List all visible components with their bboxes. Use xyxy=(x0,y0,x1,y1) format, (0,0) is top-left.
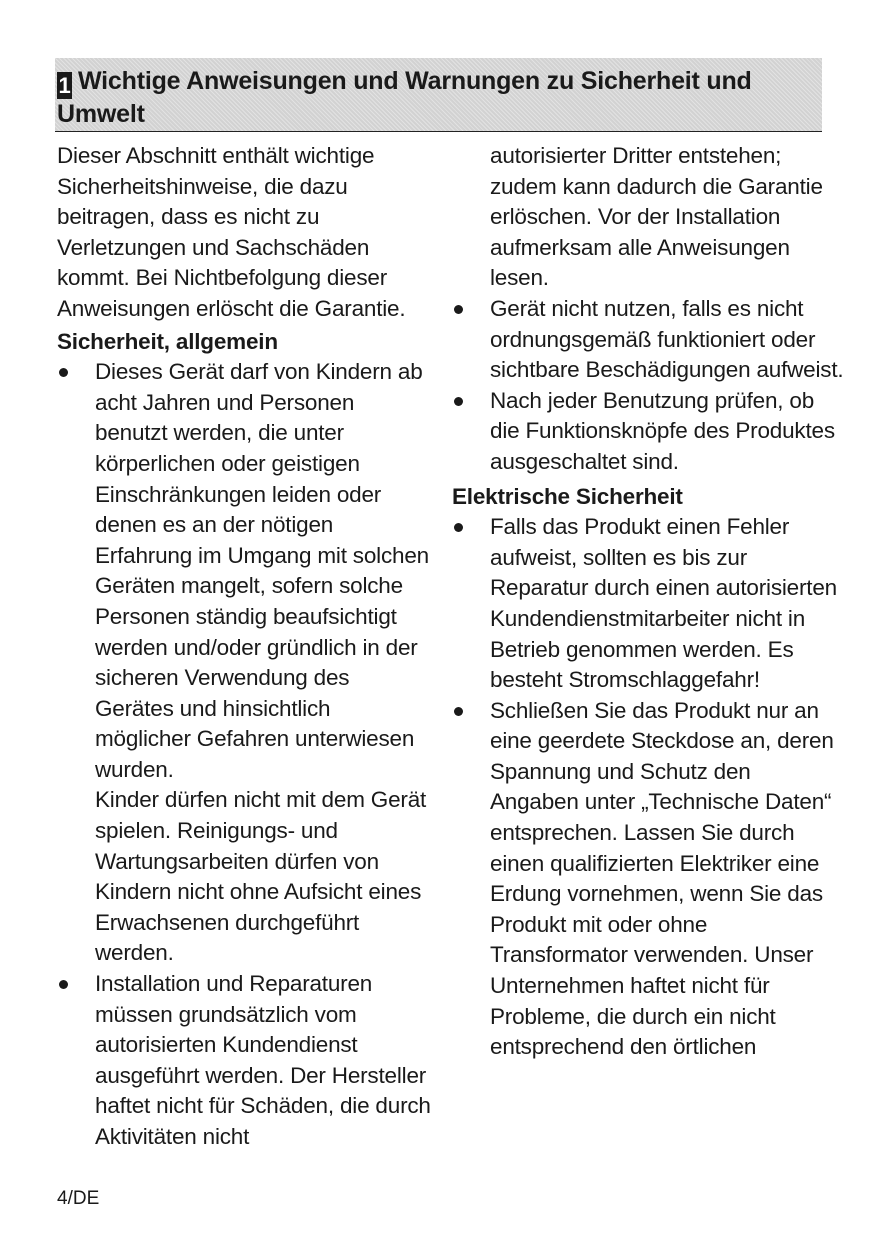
bullet-icon xyxy=(454,305,463,314)
bullet-icon xyxy=(454,523,463,532)
intro-paragraph: Dieser Abschnitt enthält wichtige Sicherheitshinweise, die dazu beitragen, dass es nicht zu Verletzungen und Sachschäden kommt. Bei Nichtbefolgung dieser Anweisungen erlöscht die Garantie. xyxy=(57,143,406,321)
bullet-icon xyxy=(454,707,463,716)
section-number-badge: 1 xyxy=(58,73,71,98)
list-item xyxy=(452,386,844,478)
section-title-text: Wichtige Anweisungen und Warnungen zu Sicherheit und Umwelt xyxy=(57,67,752,128)
left-column xyxy=(57,141,432,1153)
list-item xyxy=(452,512,844,696)
list-item-text: Nach jeder Benutzung prüfen, ob die Funktionsknöpfe des Produktes ausgeschaltet sind. xyxy=(490,387,835,474)
general-safety-list-continued xyxy=(452,294,844,478)
list-item xyxy=(452,294,844,386)
list-item-text: Schließen Sie das Produkt nur an eine geerdete Steckdose an, deren Spannung und Schutz den Angaben unter „Technische Daten“ entsprechen. Lassen Sie durch einen qualifizierten Elektriker eine Erdung vornehmen, wenn Sie das Produkt mit oder ohne Transformator verwenden. Unser Unternehmen haftet nicht für Probleme, die durch ein nicht entsprechend den örtlichen xyxy=(490,697,834,1060)
electrical-safety-list xyxy=(452,512,844,1063)
right-column xyxy=(452,141,844,1063)
list-item-text: Installation und Reparaturen müssen grundsätzlich vom autorisierten Kundendienst ausgeführt werden. Der Hersteller haftet nicht für Schäden, die durch Aktivitäten nicht xyxy=(95,971,431,1149)
page-number: 4/DE xyxy=(57,1188,100,1209)
bullet-icon xyxy=(59,368,68,377)
section-title xyxy=(57,66,797,129)
bullet-icon xyxy=(454,397,463,406)
list-item xyxy=(452,696,844,1063)
general-safety-list xyxy=(57,357,432,1152)
list-item-text: Dieses Gerät darf von Kindern ab acht Jahren und Personen benutzt werden, die unter körperlichen oder geistigen Einschränkungen leiden oder denen es an der nötigen Erfahrung im Umgang mit solchen Geräten mangelt, sofern solche Personen ständig beaufsichtigt werden und/oder gründlich in der sicheren Verwendung des Gerätes und hinsichtlich möglicher Gefahren unterwiesen wurden. xyxy=(95,359,429,782)
list-item xyxy=(57,357,432,969)
list-item-continuation: autorisierter Dritter entstehen; zudem kann dadurch die Garantie erlöschen. Vor der Installation aufmerksam alle Anweisungen lesen. xyxy=(490,143,823,291)
bullet-icon xyxy=(59,980,68,989)
list-item-text: Falls das Produkt einen Fehler aufweist, sollten es bis zur Reparatur durch einen autorisierten Kundendienstmitarbeiter nicht in Betrieb genommen werden. Es besteht Stromschlaggefahr! xyxy=(490,514,837,693)
list-item-text: Gerät nicht nutzen, falls es nicht ordnungsgemäß funktioniert oder sichtbare Beschädigungen aufweist. xyxy=(490,295,844,383)
general-safety-heading: Sicherheit, allgemein xyxy=(57,328,278,354)
list-item-extra-text: Kinder dürfen nicht mit dem Gerät spielen. Reinigungs- und Wartungsarbeiten dürfen von Kindern nicht ohne Aufsicht eines Erwachsenen durchgeführt werden. xyxy=(95,787,427,966)
list-item xyxy=(57,969,432,1153)
section-header xyxy=(55,58,822,132)
electrical-safety-heading: Elektrische Sicherheit xyxy=(452,483,683,509)
